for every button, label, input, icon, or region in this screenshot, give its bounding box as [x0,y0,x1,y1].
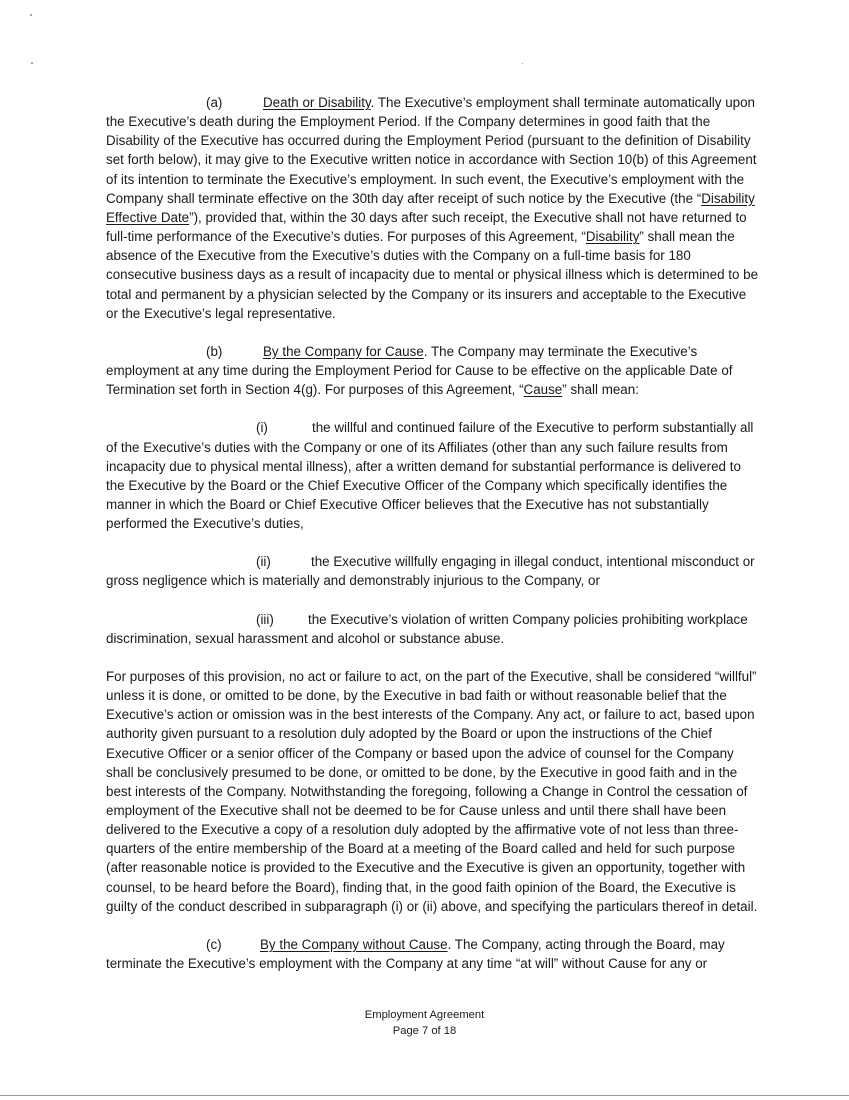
section-b-label: (b) [206,343,223,359]
subitem-i-text: the willful and continued failure of the Executive to perform substantially all of the Executive’s duties with the Company or one of its Affiliates (other than any such failure results from incapacity due to physical mental illness), after a written demand for substantial performance is delivered to the Executive by the Board or the Chief Executive Officer of the Company which specifically identifies the manner in which the Board or Chief Executive Officer believes that the Executive has not substantially performed the Executive’s duties, [106,420,754,532]
page-bottom-edge [0,1095,849,1096]
subitem-ii-text: the Executive willfully engaging in illegal conduct, intentional misconduct or gross negligence which is materially and demonstrably injurious to the Company, or [106,554,755,589]
paragraph-gap [106,591,758,610]
subitem-iii-text: the Executive’s violation of written Company policies prohibiting workplace discrimination, sexual harassment and alcohol or substance abuse. [106,611,748,646]
paragraph-gap [106,648,758,667]
subitem-ii-label: (ii) [256,554,271,570]
section-c-heading: By the Company without Cause [260,936,448,952]
paragraph-section-a [106,93,758,323]
section-a-label: (a) [206,95,223,110]
paragraph-willful-definition: For purposes of this provision, no act or failure to act, on the part of the Executive, shall be considered “willful” unless it is done, or omitted to be done, by the Executive in bad faith or without reasonable belief that the Executive’s action or omission was in the best interests of the Company. Any act, or failure to act, based upon authority given pursuant to a resolution duly adopted by the Board or upon the instructions of the Chief Executive Officer or a senior officer of the Company or based upon the advice of counsel for the Company shall be conclusively presumed to be done, or omitted to be done, by the Executive in good faith and in the best interests of the Company. Notwithstanding the foregoing, following a Change in Control the cessation of employment of the Executive shall not be deemed to be for Cause unless and until there shall have been delivered to the Executive a copy of a resolution duly adopted by the affirmative vote of not less than three-quarters of the entire membership of the Board at a meeting of the Board called and held for such purpose (after reasonable notice is provided to the Executive and the Executive is given an opportunity, together with counsel, to be heard before the Board), finding that, in the good faith opinion of the Board, the Executive is guilty of the conduct described in subparagraph (i) or (ii) above, and specifying the particulars thereof in detail. [106,668,758,914]
defined-term-disability-effective-date: Disability Effective Date [106,190,755,225]
scan-speck [522,63,523,64]
scan-speck [30,14,32,16]
section-a-text-1: . The Executive’s employment shall terminate automatically upon the Executive’s death during the Employment Period. If the Company determines in good faith that the Disability of the Executive has occurred during the Employment Period (pursuant to the definition of Disability set forth below), it may give to the Executive written notice in accordance with Section 10(b) of this Agreement of its intention to terminate the Executive’s employment. In such event, the Executive’s employment with the Company shall terminate effective on the 30th day after receipt of such notice by the Executive (the “ [106,95,757,206]
section-c-label: (c) [206,936,222,952]
subitem-iii-label: (iii) [256,611,274,627]
section-b-heading: By the Company for Cause [263,343,424,359]
paragraph-section-c [106,935,758,973]
paragraph-gap [106,323,758,342]
subitem-i [106,418,758,533]
defined-term-cause: Cause [523,382,563,398]
section-a-text-3: ” shall mean the absence of the Executive from the Executive’s duties with the Company on a full-time basis for 180 consecutive business days as a result of incapacity due to mental or physical illness which is determined to be total and permanent by a physician selected by the Company or its insurers and acceptable to the Executive or the Executive’s legal representative. [106,229,759,321]
document-body [106,93,758,973]
section-a-heading: Death or Disability [263,95,371,110]
scan-speck [31,62,33,64]
section-b-text-1: . The Company may terminate the Executive’s employment at any time during the Employment Period for Cause to be effective on the applicable Date of Termination set forth in Section 4(g). For purposes of this Agreement, “ [106,343,733,398]
subitem-iii [106,610,758,648]
subitem-i-label: (i) [256,420,268,436]
paragraph-section-b [106,342,758,399]
page-footer [0,1007,849,1039]
defined-term-disability: Disability [585,229,640,245]
section-b-text-2: ” shall mean: [562,382,639,398]
page-number: Page 7 of 18 [392,1025,457,1037]
section-a-text-2: ”), provided that, within the 30 days after such receipt, the Executive shall not have returned to full-time performance of the Executive’s duties. For purposes of this Agreement, “ [106,209,747,245]
footer-title: Employment Agreement [364,1009,485,1021]
section-c-text-1: . The Company, acting through the Board, may terminate the Executive’s employment with the Company at any time “at will” without Cause for any or [106,936,725,972]
paragraph-gap [106,533,758,552]
subitem-ii [106,552,758,590]
paragraph-gap [106,399,758,418]
paragraph-gap [106,916,758,935]
